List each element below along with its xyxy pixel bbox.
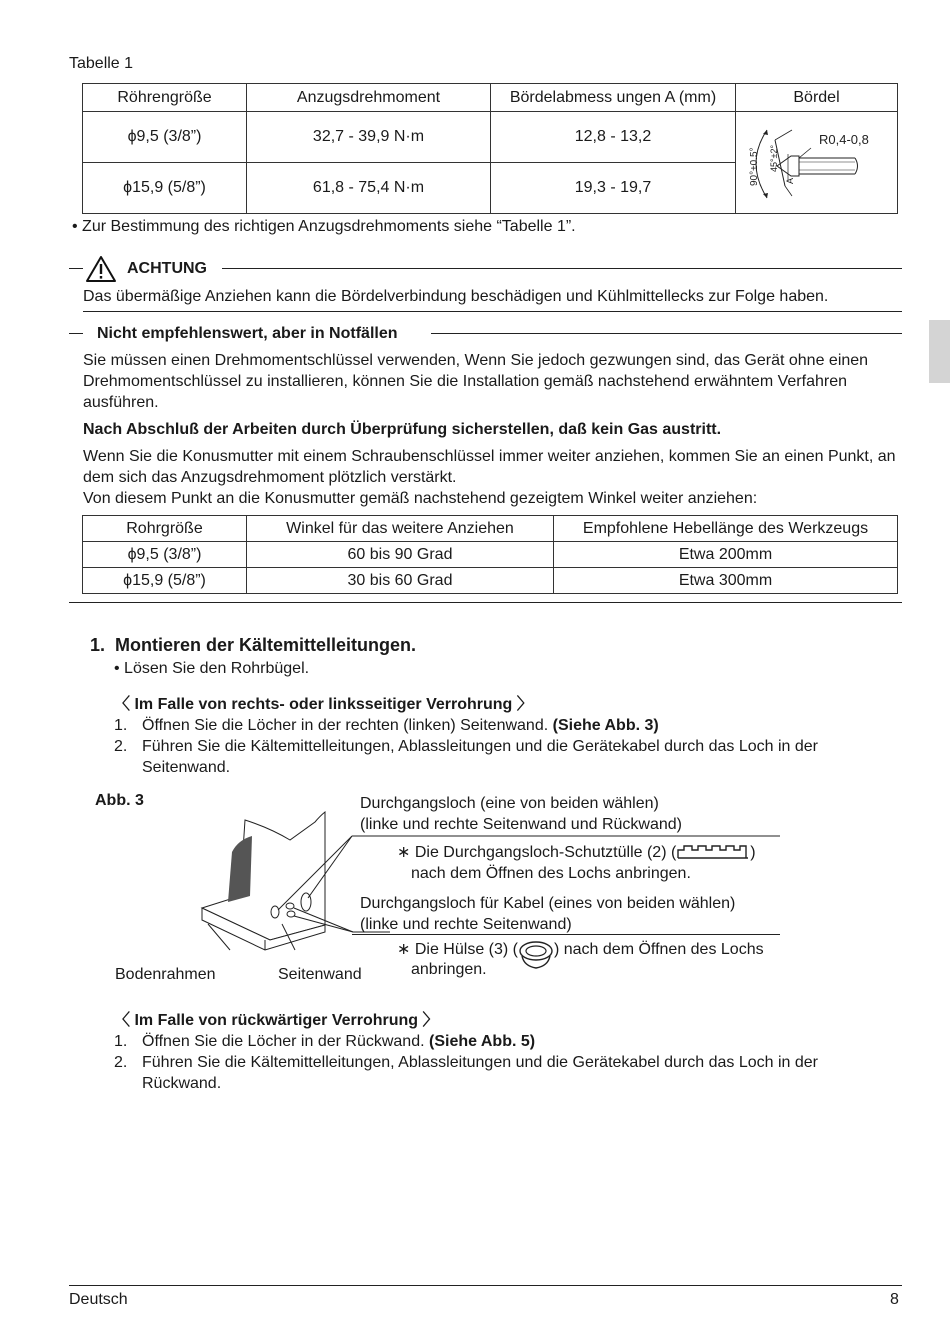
- caution-title: ACHTUNG: [127, 260, 207, 277]
- sub1-step2-line2: Seitenwand.: [142, 759, 231, 776]
- grommet-note-text: ∗ Die Durchgangsloch-Schutztülle (2) (: [397, 844, 677, 861]
- sleeve-note-text: ∗ Die Hülse (3) (: [397, 941, 518, 958]
- hole-label-line2: (linke und rechte Seitenwand und Rückwand): [360, 816, 682, 833]
- table1-header: Anzugsdrehmoment: [247, 84, 491, 112]
- base-frame-label: Bodenrahmen: [115, 966, 216, 983]
- caution-rule-bottom: [83, 311, 902, 312]
- sleeve-note-close: ) nach dem Öffnen des Lochs: [553, 941, 764, 958]
- cable-leader-line: [352, 934, 780, 935]
- table1-header: Röhrengröße: [83, 84, 247, 112]
- section-divider: [69, 602, 902, 603]
- sub2-step1-text: Öffnen Sie die Löcher in der Rückwand.: [142, 1033, 425, 1050]
- section-heading: 1. Montieren der Kältemittelleitungen.: [90, 635, 417, 655]
- table2-cell: 60 bis 90 Grad: [247, 542, 554, 568]
- torque-note: • Zur Bestimmung des richtigen Anzugsdrehmoments siehe “Tabelle 1”.: [72, 218, 576, 235]
- table2-cell: Etwa 200mm: [554, 542, 898, 568]
- table-row: [83, 568, 898, 594]
- sub2-step1-num: 1.: [114, 1033, 128, 1050]
- table2-cell: 30 bis 60 Grad: [247, 568, 554, 594]
- page-number: 8: [890, 1291, 899, 1308]
- flare-radius-label: R0,4-0,8: [818, 131, 869, 147]
- section-tab: [929, 320, 950, 383]
- warning-icon: [85, 255, 117, 283]
- sub2-title: 〈 Im Falle von rückwärtiger Verrohrung 〉: [114, 1012, 439, 1029]
- table1-header: Bördel: [736, 84, 898, 112]
- grommet-icon: [676, 844, 750, 860]
- table1-cell: ϕ15,9 (5/8”): [83, 163, 247, 214]
- emergency-para3: Von diesem Punkt an die Konusmutter gemäß nachstehend gezeigtem Winkel weiter anziehen:: [83, 490, 758, 507]
- sub1-step1: [142, 715, 659, 736]
- grommet-note-close: ): [750, 844, 756, 861]
- angle-table: [82, 515, 898, 594]
- table2-header: Empfohlene Hebellänge des Werkzeugs: [554, 516, 898, 542]
- sub1-step1-ref: (Siehe Abb. 3): [552, 717, 659, 734]
- flare-bevel-label: 45°±2°: [768, 144, 779, 172]
- flare-diagram-cell: [736, 112, 898, 214]
- sub1-step2-line1: Führen Sie die Kältemittelleitungen, Ablassleitungen und die Gerätekabel durch das Loch in der: [142, 738, 818, 755]
- flare-angle-label: 90°±0.5°: [748, 146, 760, 186]
- flare-a-label: A: [784, 177, 795, 184]
- table2-header: Rohrgröße: [83, 516, 247, 542]
- grommet-note-line1: [397, 842, 756, 863]
- sub2-step2-line2: Rückwand.: [142, 1075, 222, 1092]
- emergency-title: Nicht empfehlenswert, aber in Notfällen: [97, 325, 398, 342]
- cable-hole-line1: Durchgangsloch für Kabel (eines von beiden wählen): [360, 895, 736, 912]
- caution-text: Das übermäßige Anziehen kann die Bördelverbindung beschädigen und Kühlmittellecks zur Folge haben.: [83, 288, 829, 305]
- table2-header: Winkel für das weitere Anziehen: [247, 516, 554, 542]
- cable-hole-line2: (linke und rechte Seitenwand): [360, 916, 572, 933]
- emergency-bold: Nach Abschluß der Arbeiten durch Überprüfung sicherstellen, daß kein Gas austritt.: [83, 421, 722, 438]
- sub1-step1-num: 1.: [114, 717, 128, 734]
- footer-language: Deutsch: [69, 1291, 128, 1308]
- table2-cell: Etwa 300mm: [554, 568, 898, 594]
- emergency-rule-right: [431, 333, 902, 334]
- figure-label: Abb. 3: [95, 792, 144, 809]
- sub1-step1-text: Öffnen Sie die Löcher in der rechten (linken) Seitenwand.: [142, 717, 549, 734]
- sub2-step2-num: 2.: [114, 1054, 128, 1071]
- footer-rule: [69, 1285, 902, 1286]
- table1-header: Bördelabmess ungen A (mm): [491, 84, 736, 112]
- sub1-step2-num: 2.: [114, 738, 128, 755]
- table1-cell: 61,8 - 75,4 N·m: [247, 163, 491, 214]
- caution-rule-left: [69, 268, 83, 269]
- bullet-pipe-clamp: • Lösen Sie den Rohrbügel.: [114, 660, 310, 677]
- sub2-step1: [142, 1031, 535, 1052]
- emergency-para2: Wenn Sie die Konusmutter mit einem Schraubenschlüssel immer weiter anziehen, kommen Sie an einen Punkt, an dem sich das Anzugsdrehmoment plötzlich verstärkt.: [83, 448, 896, 486]
- flare-diagram: [737, 118, 897, 208]
- sub2-step1-ref: (Siehe Abb. 5): [429, 1033, 536, 1050]
- emergency-para1: Sie müssen einen Drehmomentschlüssel verwenden, Wenn Sie jedoch gezwungen sind, das Gerät ohne einen Drehmomentschlüssel zu installieren, können Sie die Installation gemäß nachstehend erwähntem Verfahren ausführen.: [83, 352, 869, 411]
- table1-cell: 19,3 - 19,7: [491, 163, 736, 214]
- torque-table: [82, 83, 898, 214]
- table-row: [83, 542, 898, 568]
- caution-rule-right: [222, 268, 902, 269]
- table2-cell: ϕ9,5 (3/8”): [83, 542, 247, 568]
- emergency-rule-left: [69, 333, 83, 334]
- table2-cell: ϕ15,9 (5/8”): [83, 568, 247, 594]
- table1-cell: ϕ9,5 (3/8”): [83, 112, 247, 163]
- sub2-step2-line1: Führen Sie die Kältemittelleitungen, Ablassleitungen und die Gerätekabel durch das Loch in der: [142, 1054, 818, 1071]
- table1-cell: 32,7 - 39,9 N·m: [247, 112, 491, 163]
- sleeve-icon: [518, 938, 554, 972]
- table1-caption: Tabelle 1: [69, 55, 134, 72]
- sleeve-note-line2: anbringen.: [411, 961, 487, 978]
- table1-cell: 12,8 - 13,2: [491, 112, 736, 163]
- hole-label-line1: Durchgangsloch (eine von beiden wählen): [360, 795, 659, 812]
- sub1-title: 〈 Im Falle von rechts- oder linksseitiger Verrohrung 〉: [114, 696, 533, 713]
- grommet-note-line2: nach dem Öffnen des Lochs anbringen.: [411, 865, 691, 882]
- side-wall-label: Seitenwand: [278, 966, 362, 983]
- table-row: [83, 112, 898, 163]
